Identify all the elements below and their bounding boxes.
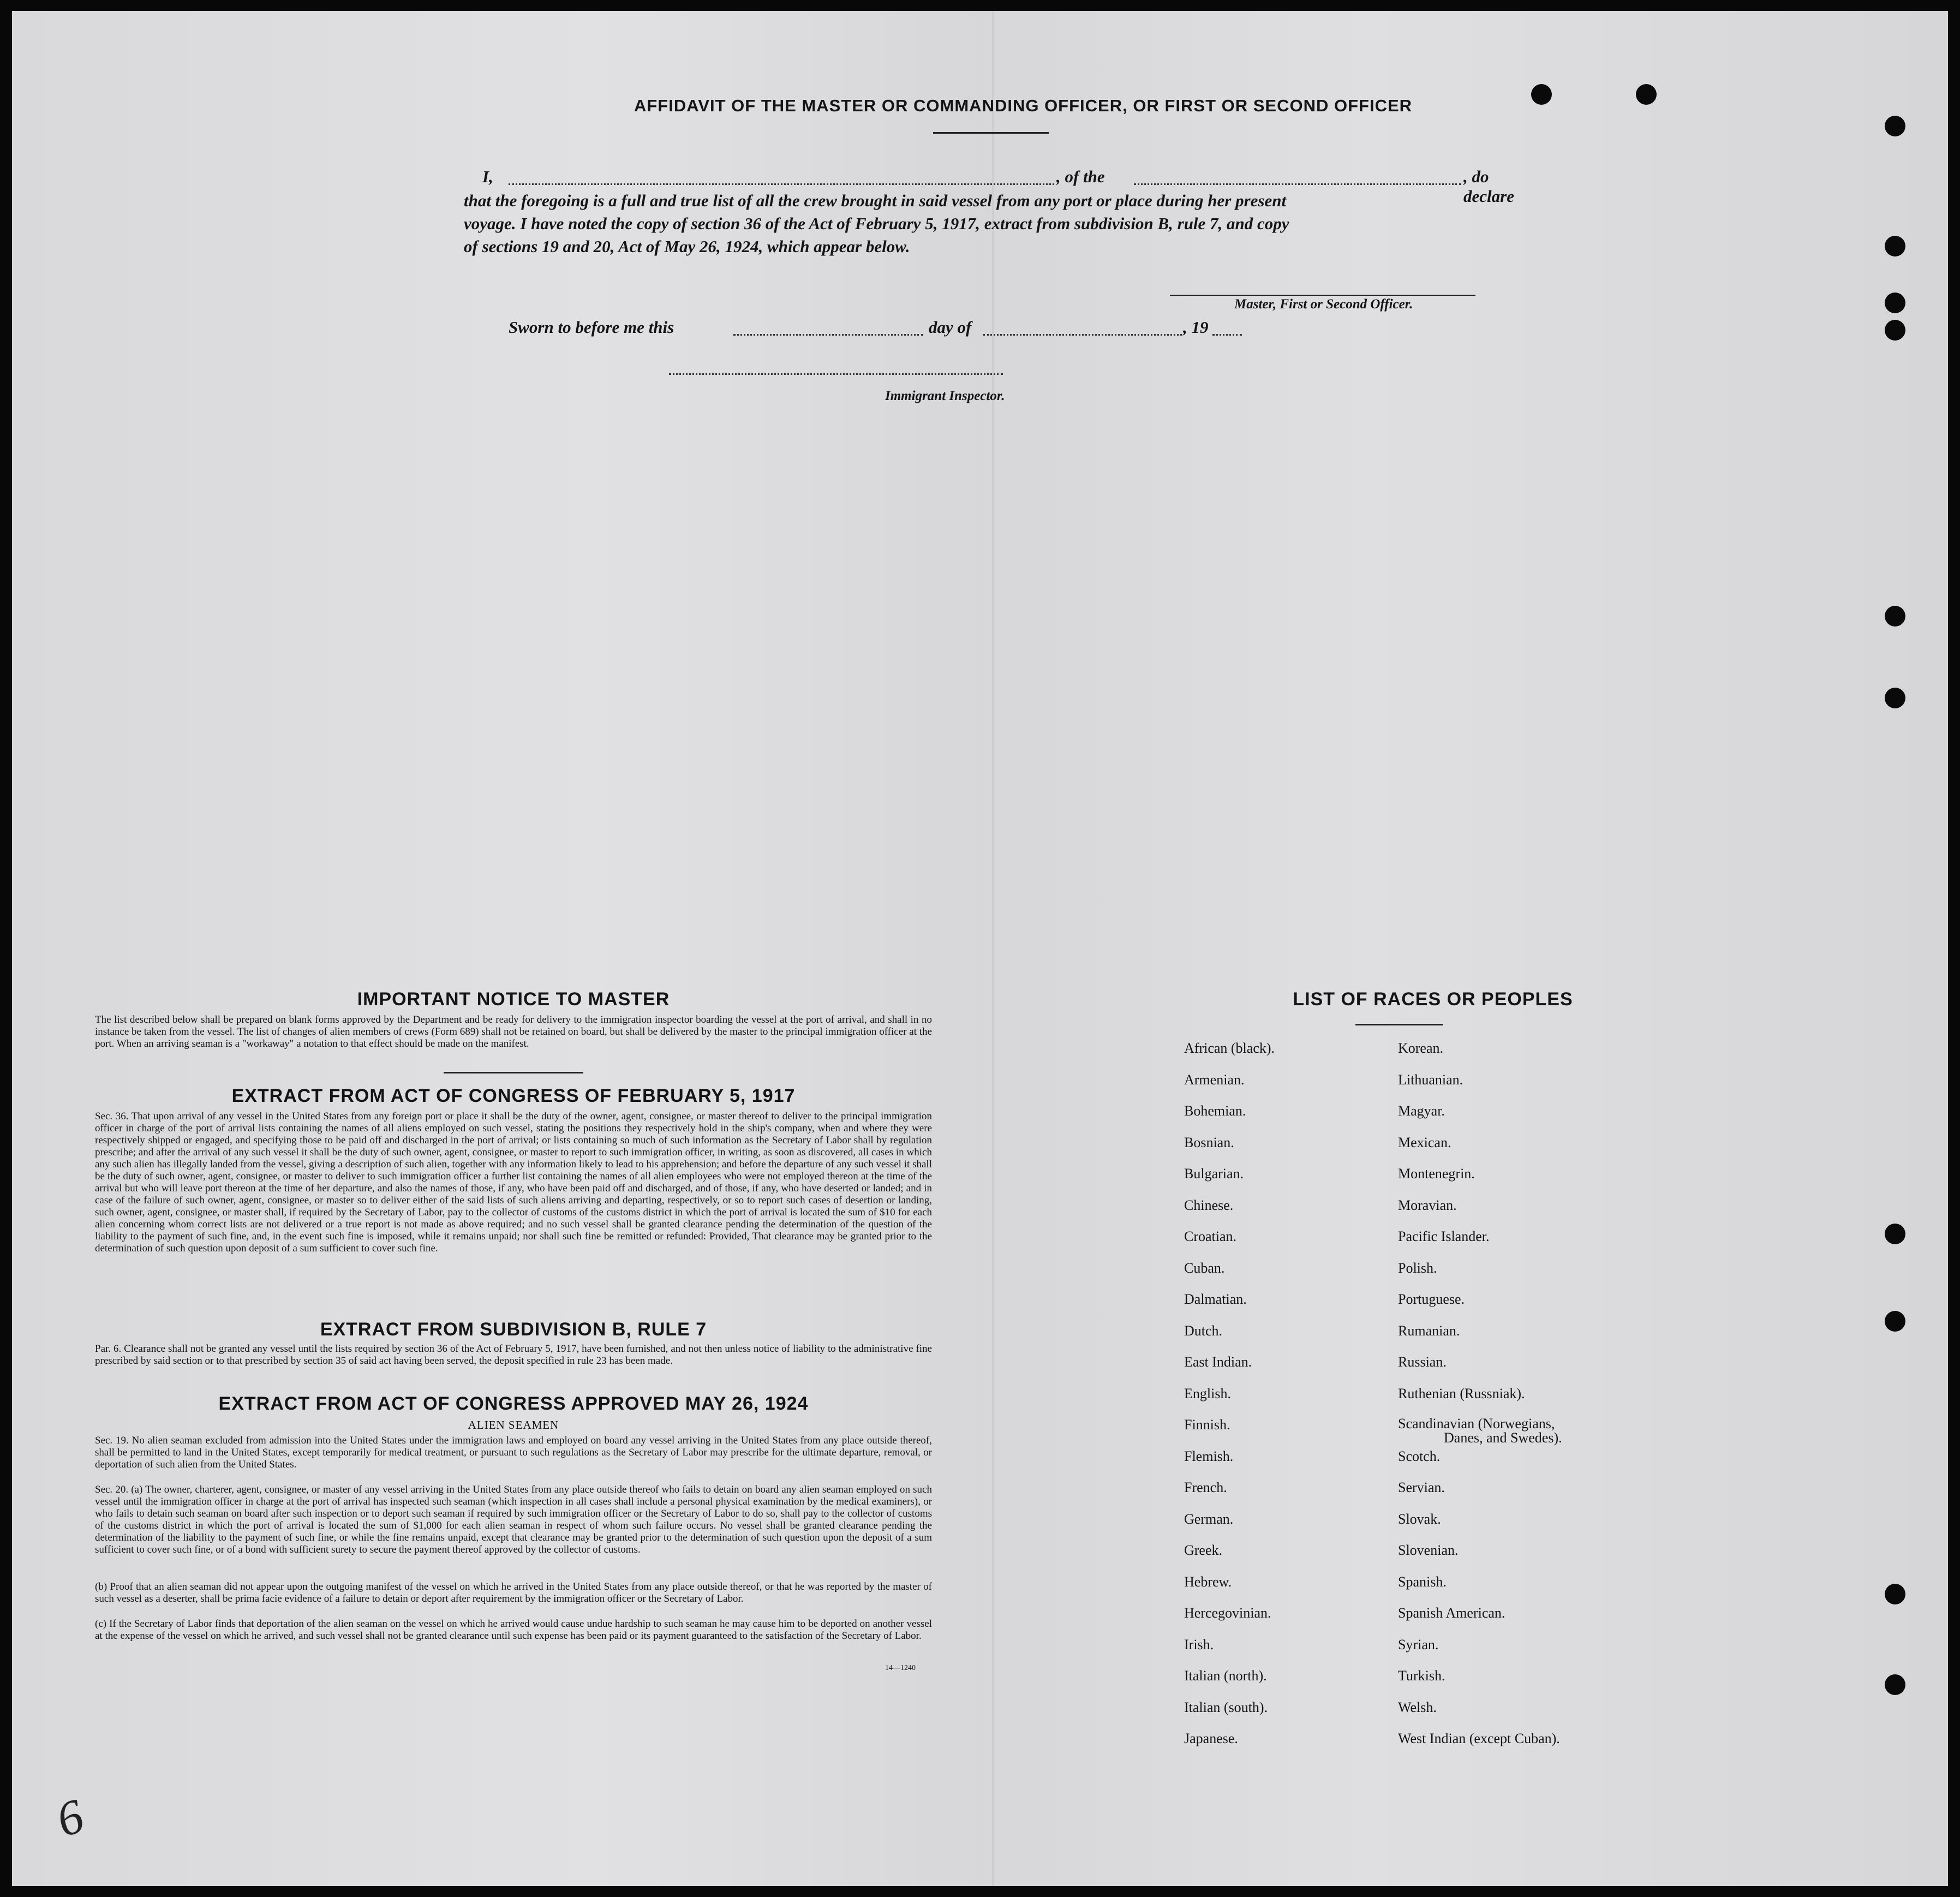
race-item: Flemish.: [1184, 1448, 1234, 1464]
sworn-day-field[interactable]: [733, 334, 923, 336]
race-item: Croatian.: [1184, 1228, 1237, 1244]
punch-hole: [1885, 293, 1905, 313]
race-item: Cuban.: [1184, 1260, 1225, 1276]
affidavit-title: AFFIDAVIT OF THE MASTER OR COMMANDING OFFICER, OR FIRST OR SECOND OFFICER: [634, 96, 1413, 115]
race-item: Slovenian.: [1398, 1542, 1459, 1558]
races-title: LIST OF RACES OR PEOPLES: [1293, 989, 1573, 1010]
sec19-text: Sec. 19. No alien seaman excluded from admission into the United States under the immigration laws and employed on board any vessel arriving in the United States from any place outside thereof, shall be permitted to land in the United States, except temporarily for medical treatment, or pursuant to such regulations as the Secretary of Labor may prescribe for the ultimate departure, removal, or deportation of such alien from the United States.: [95, 1435, 932, 1470]
race-item: Spanish.: [1398, 1573, 1447, 1590]
race-item: Moravian.: [1398, 1197, 1457, 1213]
punch-hole: [1885, 320, 1905, 341]
extract-1917-title: EXTRACT FROM ACT OF CONGRESS OF FEBRUARY 5, 1917: [231, 1085, 796, 1106]
race-item: Servian.: [1398, 1480, 1445, 1495]
race-item: Japanese.: [1184, 1731, 1238, 1746]
affidavit-line-4: of sections 19 and 20, Act of May 26, 1924, which appear below.: [464, 237, 910, 256]
sworn-month-field[interactable]: [983, 334, 1182, 336]
alien-seamen-subtitle: ALIEN SEAMEN: [468, 1418, 559, 1431]
race-item: German.: [1184, 1511, 1234, 1527]
races-column-1: [1184, 1040, 1275, 1762]
affidavit-line-2: that the foregoing is a full and true list of all the crew brought in said vessel from any port or place during her present: [464, 191, 1287, 210]
year-label: , 19: [1183, 318, 1209, 337]
race-item: Korean.: [1398, 1040, 1444, 1056]
race-item: Slovak.: [1398, 1511, 1441, 1527]
sec20a-text: Sec. 20. (a) The owner, charterer, agent, consignee, or master of any vessel arriving in the United States from any place outside thereof who fails to detain on board any alien seaman employed on such vessel until the immigration officer in charge at the port of arrival has inspected such seaman (which inspection in all cases shall include a personal physical examination by the medical examiners), or who fails to detain such seaman on board after such inspection or to deport such seaman if required by such immigration officer or the Secretary of Labor to do so, shall pay to the collector of customs of the customs district in which the port of arrival is located the sum of $1,000 for each alien seaman in respect of whom such failure occurs. No vessel shall be granted clearance pending the determination of the liability to the payment of such fine, or while the fine remains unpaid, except that clearance may be granted prior to the determination of such question upon the deposit of a sum sufficient to cover such fine, or of a bond with sufficient surety to secure the payment thereof approved by the collector of customs.: [95, 1484, 932, 1555]
race-item: Finnish.: [1184, 1417, 1230, 1433]
punch-hole: [1885, 1311, 1905, 1332]
day-of-label: day of: [929, 318, 972, 337]
race-item: French.: [1184, 1480, 1227, 1495]
punch-hole: [1885, 116, 1905, 136]
race-item: Chinese.: [1184, 1197, 1234, 1213]
race-item: Bulgarian.: [1184, 1166, 1244, 1182]
race-item: Hebrew.: [1184, 1573, 1232, 1590]
inspector-signature-line[interactable]: [669, 373, 1003, 375]
extract-1917-text: Sec. 36. That upon arrival of any vessel in the United States from any foreign port or place it shall be the duty of the owner, agent, consignee, or master thereof to deliver to the principal immigration officer in charge of the port of arrival lists containing the names of all aliens employed on such vessel, stating the positions they respectively hold in the ship's company, when and where they were respectively shipped or engaged, and specifying those to be paid off and discharged in the port of arrival; or lists containing so much of such information as the Secretary of Labor shall by regulation prescribe; and after the arrival of any such vessel it shall be the duty of such owner, agent, consignee, or master to report to such immigration officer, in writing, as soon as discovered, all cases in which any such alien has illegally landed from the vessel, giving a description of such alien, together with any information likely to lead to his apprehension; and before the departure of any such vessel it shall be the duty of such owner, agent, consignee, or master to deliver to such immigration officer a further list containing the names of all alien employees who were not employed thereon at the time of the arrival but who will leave port thereon at the time of her departure, and also the names of those, if any, who have been paid off and discharged, and of those, if any, who have deserted or landed; and in case of the failure of such owner, agent, consignee, or master so to deliver either of the said lists of such aliens arriving and departing, respectively, or so to report such cases of desertion or landing, such owner, agent, consignee, or master shall, if required by the Secretary of Labor, pay to the collector of customs of the customs district in which the port of arrival is located the sum of $10 for each alien concerning whom correct lists are not delivered or a true report is not made as above required; and no such vessel shall be granted clearance pending the determination of the question of the liability to the payment of such fine, and, in the event such fine is imposed, while it remains unpaid; nor shall such fine be remitted or refunded: Provided, That clearance may be granted prior to the determination of such question upon deposit of a sum sufficient to cover such fine.: [95, 1111, 932, 1254]
race-item: Dutch.: [1184, 1322, 1223, 1339]
punch-hole: [1885, 1584, 1905, 1604]
declare-suffix: , do declare: [1463, 167, 1514, 206]
race-item: Syrian.: [1398, 1636, 1439, 1653]
sworn-line: [509, 318, 1272, 342]
rule7-title: EXTRACT FROM SUBDIVISION B, RULE 7: [320, 1319, 707, 1340]
race-item: Bohemian.: [1184, 1103, 1246, 1119]
rule7-text: Par. 6. Clearance shall not be granted any vessel until the lists required by section 36 of the Act of February 5, 1917, have been furnished, and not then unless notice of liability to the administrative fine prescribed by said section or to that prescribed by section 35 of said act having been served, the deposit specified in rule 23 has been made.: [95, 1343, 932, 1367]
race-item: Welsh.: [1398, 1699, 1437, 1715]
punch-hole: [1531, 84, 1552, 105]
punch-hole: [1885, 236, 1905, 256]
form-number: 14—1240: [885, 1664, 916, 1672]
race-item: Greek.: [1184, 1542, 1223, 1558]
punch-hole: [1636, 84, 1657, 105]
race-item: Mexican.: [1398, 1134, 1451, 1150]
notice-text: The list described below shall be prepared on blank forms approved by the Department and be ready for delivery to the immigration inspector boarding the vessel at the port of arrival, and shall in no instance be taken from the vessel. The list of changes of alien members of crews (Form 689) shall not be retained on board, but shall be delivered by the master to the principal immigration officer at the port. When an arriving seaman is a "workaway" a notation to that effect should be made on the manifest.: [95, 1014, 932, 1049]
vessel-prefix: , of the: [1056, 167, 1105, 186]
race-item: Hercegovinian.: [1184, 1605, 1271, 1621]
race-item-line: Danes, and Swedes).: [1444, 1430, 1562, 1446]
race-item: Italian (north).: [1184, 1668, 1267, 1684]
fold-line: [992, 11, 994, 1886]
race-item: Dalmatian.: [1184, 1291, 1247, 1307]
declarant-prefix: I,: [482, 167, 493, 186]
race-item: Magyar.: [1398, 1103, 1445, 1119]
sworn-year-field[interactable]: [1212, 334, 1242, 336]
race-item: East Indian.: [1184, 1354, 1252, 1370]
race-item: Scotch.: [1398, 1448, 1441, 1464]
vessel-name-field[interactable]: [1134, 183, 1461, 185]
race-item: Irish.: [1184, 1636, 1214, 1653]
race-item: Turkish.: [1398, 1668, 1445, 1684]
races-title-rule: [1355, 1024, 1443, 1025]
punch-hole: [1885, 1224, 1905, 1244]
race-item: West Indian (except Cuban).: [1398, 1731, 1560, 1746]
race-item: Spanish American.: [1398, 1605, 1505, 1621]
races-column-2: [1398, 1040, 1562, 1762]
affidavit-title-rule: [933, 132, 1049, 134]
race-item: African (black).: [1184, 1040, 1275, 1056]
race-item: Polish.: [1398, 1260, 1437, 1276]
race-item: Armenian.: [1184, 1071, 1245, 1088]
sworn-label: Sworn to before me this: [509, 318, 674, 337]
extract-1924-title: EXTRACT FROM ACT OF CONGRESS APPROVED MAY 26, 1924: [218, 1393, 809, 1414]
punch-hole: [1885, 1674, 1905, 1695]
race-item-scandinavian: [1398, 1417, 1562, 1448]
sec20c-text: (c) If the Secretary of Labor finds that deportation of the alien seaman on the vessel on which he arrived would cause undue hardship to such seaman he may cause him to be deported on another vessel at the expense of the vessel on which he arrived, and such vessel shall not be granted clearance until such expense has been paid or its payment guaranteed to the satisfaction of the Secretary of Labor.: [95, 1618, 932, 1642]
inspector-label: Immigrant Inspector.: [885, 389, 1005, 403]
master-signature-line[interactable]: [1170, 295, 1475, 296]
handwritten-margin-mark: 6: [50, 1788, 91, 1848]
declarant-name-field[interactable]: [509, 183, 1054, 185]
race-item: Ruthenian (Russniak).: [1398, 1385, 1525, 1401]
section-divider: [444, 1072, 583, 1073]
master-signature-label: Master, First or Second Officer.: [1234, 297, 1413, 312]
race-item: Pacific Islander.: [1398, 1228, 1490, 1244]
race-item: Portuguese.: [1398, 1291, 1465, 1307]
punch-hole: [1885, 688, 1905, 708]
sec20b-text: (b) Proof that an alien seaman did not appear upon the outgoing manifest of the vessel on which he arrived in the United States from any place outside thereof, or that he was reported by the master of such vessel as a deserter, shall be prima facie evidence of a failure to detain or deport after requirement by the immigration officer or the Secretary of Labor.: [95, 1581, 932, 1604]
notice-title: IMPORTANT NOTICE TO MASTER: [357, 989, 670, 1010]
affidavit-line-3: voyage. I have noted the copy of section 36 of the Act of February 5, 1917, extract from subdivision B, rule 7, and copy: [464, 214, 1289, 233]
punch-hole: [1885, 606, 1905, 627]
legal-column: [95, 989, 932, 1673]
race-item: Italian (south).: [1184, 1699, 1268, 1715]
race-item: Russian.: [1398, 1354, 1447, 1370]
race-item: Montenegrin.: [1398, 1166, 1475, 1182]
race-item-line: Scandinavian (Norwegians,: [1398, 1416, 1555, 1431]
form-sheet: [12, 11, 1948, 1886]
race-item: Lithuanian.: [1398, 1071, 1463, 1088]
race-item: Bosnian.: [1184, 1134, 1234, 1150]
race-item: Rumanian.: [1398, 1322, 1460, 1339]
affidavit-statement: [464, 167, 1528, 260]
race-item: English.: [1184, 1385, 1231, 1401]
